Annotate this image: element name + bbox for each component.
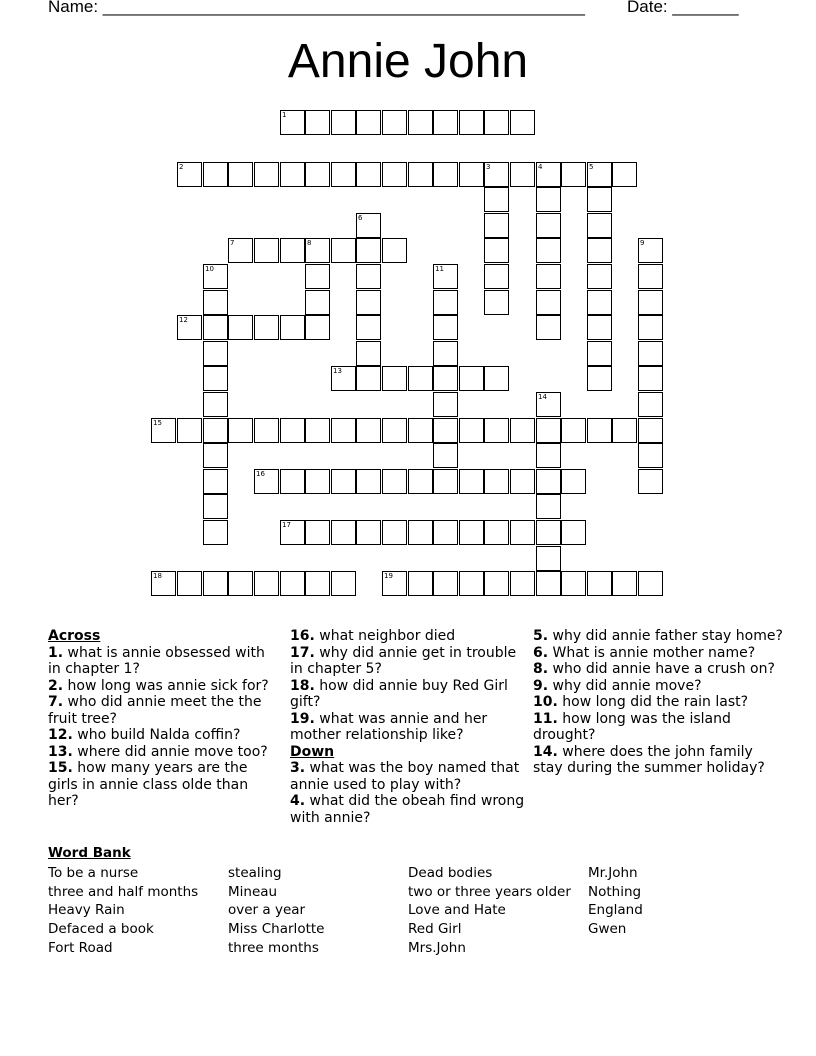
across-heading: Across — [48, 628, 101, 644]
grid-cell[interactable] — [433, 469, 458, 494]
grid-cell[interactable] — [510, 162, 535, 187]
word-bank-item: Red Girl — [408, 921, 462, 938]
date-field-label: Date: _______ — [627, 0, 739, 16]
grid-cell[interactable] — [203, 392, 228, 417]
grid-cell[interactable] — [331, 162, 356, 187]
clue-across-19: 19. what was annie and her mother relationship like? — [290, 710, 488, 743]
grid-cell[interactable] — [203, 520, 228, 545]
grid-cell[interactable] — [433, 315, 458, 340]
clue-across-13: 13. where did annie move too? — [48, 743, 268, 760]
clue-down-5: 5. why did annie father stay home? — [533, 628, 783, 644]
grid-cell[interactable] — [280, 162, 305, 187]
grid-cell-13[interactable] — [331, 366, 356, 391]
clue-column-1 — [48, 628, 280, 810]
grid-cell[interactable] — [356, 264, 381, 289]
grid-cell[interactable] — [587, 366, 612, 391]
grid-cell[interactable] — [536, 213, 561, 238]
grid-cell-7[interactable] — [228, 238, 253, 263]
clue-down-3: 3. what was the boy named that annie used to play with? — [290, 760, 520, 793]
word-bank-item: three and half months — [48, 883, 199, 900]
grid-cell[interactable] — [356, 520, 381, 545]
clue-across-2: 2. how long was annie sick for? — [48, 677, 269, 694]
grid-cell-8[interactable] — [305, 238, 330, 263]
clue-across-7: 7. who did annie meet the the fruit tree? — [48, 694, 262, 727]
grid-cell[interactable] — [280, 469, 305, 494]
grid-cell[interactable] — [331, 469, 356, 494]
grid-cell-5[interactable] — [587, 162, 612, 187]
clue-down-8: 8. who did annie have a crush on? — [533, 661, 775, 677]
word-bank-item: Defaced a book — [48, 921, 154, 938]
grid-cell[interactable] — [484, 469, 509, 494]
grid-cell[interactable] — [408, 469, 433, 494]
grid-cell[interactable] — [305, 110, 330, 135]
grid-cell[interactable] — [459, 571, 484, 596]
cell-number: 16 — [256, 470, 265, 478]
grid-cell[interactable] — [536, 418, 561, 443]
grid-cell-2[interactable] — [177, 162, 202, 187]
word-bank-item: two or three years older — [408, 883, 571, 900]
grid-cell[interactable] — [587, 187, 612, 212]
grid-cell[interactable] — [638, 443, 663, 468]
grid-cell[interactable] — [484, 110, 509, 135]
grid-cell[interactable] — [561, 571, 586, 596]
grid-cell-1[interactable] — [280, 110, 305, 135]
grid-cell[interactable] — [305, 418, 330, 443]
grid-cell[interactable] — [228, 162, 253, 187]
grid-cell[interactable] — [356, 366, 381, 391]
down-heading: Down — [290, 743, 335, 760]
grid-cell[interactable] — [536, 443, 561, 468]
clue-across-1: 1. what is annie obsessed with in chapter 1? — [48, 644, 265, 677]
grid-cell[interactable] — [382, 366, 407, 391]
grid-cell[interactable] — [612, 162, 637, 187]
grid-cell[interactable] — [561, 418, 586, 443]
grid-cell[interactable] — [587, 571, 612, 596]
grid-cell[interactable] — [536, 469, 561, 494]
grid-cell[interactable] — [408, 366, 433, 391]
grid-cell[interactable] — [408, 418, 433, 443]
grid-cell[interactable] — [536, 546, 561, 571]
clue-across-18: 18. how did annie buy Red Girl gift? — [290, 677, 508, 710]
cell-number: 13 — [333, 367, 342, 375]
clue-across-16: 16. what neighbor died — [290, 628, 456, 644]
grid-cell[interactable] — [510, 110, 535, 135]
cell-number: 7 — [230, 239, 235, 247]
grid-cell[interactable] — [536, 315, 561, 340]
grid-cell-15[interactable] — [151, 418, 176, 443]
cell-number: 19 — [384, 572, 393, 580]
grid-cell-4[interactable] — [536, 162, 561, 187]
grid-cell-16[interactable] — [254, 469, 279, 494]
grid-cell[interactable] — [638, 392, 663, 417]
grid-cell[interactable] — [331, 520, 356, 545]
grid-cell[interactable] — [484, 571, 509, 596]
word-bank-column-1 — [48, 864, 198, 958]
grid-cell-10[interactable] — [203, 264, 228, 289]
grid-cell[interactable] — [203, 494, 228, 519]
grid-cell[interactable] — [254, 571, 279, 596]
word-bank-item: stealing — [228, 865, 282, 881]
grid-cell[interactable] — [484, 213, 509, 238]
word-bank-item: To be a nurse — [48, 865, 139, 881]
grid-cell[interactable] — [638, 418, 663, 443]
grid-cell[interactable] — [638, 315, 663, 340]
grid-cell[interactable] — [382, 520, 407, 545]
grid-cell[interactable] — [382, 110, 407, 135]
grid-cell[interactable] — [177, 571, 202, 596]
grid-cell[interactable] — [587, 418, 612, 443]
grid-cell[interactable] — [484, 366, 509, 391]
grid-cell[interactable] — [484, 238, 509, 263]
word-bank-item: Fort Road — [48, 939, 113, 956]
grid-cell[interactable] — [203, 290, 228, 315]
grid-cell[interactable] — [459, 110, 484, 135]
grid-cell[interactable] — [638, 469, 663, 494]
word-bank-item: Miss Charlotte — [228, 921, 325, 938]
word-bank-item: Mr.John — [588, 865, 638, 881]
grid-cell[interactable] — [356, 238, 381, 263]
grid-cell[interactable] — [459, 366, 484, 391]
grid-cell[interactable] — [587, 290, 612, 315]
grid-cell[interactable] — [433, 392, 458, 417]
grid-cell[interactable] — [433, 571, 458, 596]
grid-cell-12[interactable] — [177, 315, 202, 340]
grid-cell[interactable] — [433, 418, 458, 443]
grid-cell[interactable] — [433, 520, 458, 545]
grid-cell[interactable] — [203, 366, 228, 391]
grid-cell[interactable] — [203, 418, 228, 443]
grid-cell[interactable] — [305, 571, 330, 596]
grid-cell[interactable] — [203, 571, 228, 596]
word-bank-item: Mineau — [228, 883, 278, 900]
grid-cell[interactable] — [254, 315, 279, 340]
grid-cell[interactable] — [587, 213, 612, 238]
word-bank-item: Dead bodies — [408, 865, 493, 881]
grid-cell[interactable] — [536, 290, 561, 315]
word-bank-column-2 — [228, 864, 324, 958]
grid-cell[interactable] — [356, 162, 381, 187]
grid-cell[interactable] — [638, 341, 663, 366]
grid-cell[interactable] — [587, 264, 612, 289]
cell-number: 6 — [358, 214, 363, 222]
grid-cell-6[interactable] — [356, 213, 381, 238]
word-bank-item: Gwen — [588, 921, 627, 938]
grid-cell[interactable] — [254, 162, 279, 187]
grid-cell-9[interactable] — [638, 238, 663, 263]
grid-cell[interactable] — [408, 110, 433, 135]
clue-down-11: 11. how long was the island drought? — [533, 710, 731, 743]
word-bank-item: over a year — [228, 902, 306, 919]
cell-number: 5 — [589, 163, 594, 171]
word-bank-item: Love and Hate — [408, 902, 506, 919]
grid-cell[interactable] — [459, 520, 484, 545]
grid-cell[interactable] — [228, 418, 253, 443]
clue-column-2 — [290, 628, 526, 826]
grid-cell[interactable] — [280, 418, 305, 443]
cell-number: 15 — [153, 419, 162, 427]
grid-cell[interactable] — [203, 443, 228, 468]
grid-cell[interactable] — [356, 418, 381, 443]
cell-number: 10 — [205, 265, 214, 273]
grid-cell[interactable] — [203, 341, 228, 366]
grid-cell[interactable] — [305, 469, 330, 494]
grid-cell[interactable] — [177, 418, 202, 443]
grid-cell[interactable] — [433, 162, 458, 187]
grid-cell-17[interactable] — [280, 520, 305, 545]
word-bank-column-3 — [408, 864, 571, 958]
grid-cell[interactable] — [254, 238, 279, 263]
clue-down-14: 14. where does the john family stay during the summer holiday? — [533, 743, 765, 776]
grid-cell[interactable] — [382, 238, 407, 263]
word-bank-item: Heavy Rain — [48, 902, 125, 919]
grid-cell[interactable] — [356, 341, 381, 366]
word-bank-column-4 — [588, 864, 643, 939]
cell-number: 17 — [282, 521, 291, 529]
clue-down-9: 9. why did annie move? — [533, 677, 702, 694]
grid-cell[interactable] — [228, 571, 253, 596]
grid-cell[interactable] — [305, 520, 330, 545]
grid-cell[interactable] — [280, 315, 305, 340]
grid-cell[interactable] — [561, 520, 586, 545]
word-bank-item: three months — [228, 939, 319, 956]
cell-number: 18 — [153, 572, 162, 580]
grid-cell-3[interactable] — [484, 162, 509, 187]
grid-cell[interactable] — [228, 315, 253, 340]
grid-cell[interactable] — [638, 290, 663, 315]
grid-cell[interactable] — [587, 238, 612, 263]
grid-cell[interactable] — [356, 290, 381, 315]
cell-number: 12 — [179, 316, 188, 324]
grid-cell[interactable] — [356, 469, 381, 494]
grid-cell[interactable] — [305, 315, 330, 340]
grid-cell[interactable] — [638, 366, 663, 391]
grid-cell[interactable] — [305, 162, 330, 187]
cell-number: 8 — [307, 239, 312, 247]
grid-cell[interactable] — [382, 418, 407, 443]
clue-across-17: 17. why did annie get in trouble in chapter 5? — [290, 644, 517, 677]
grid-cell[interactable] — [331, 110, 356, 135]
name-field-label: Name: ___________________________________________________ — [48, 0, 585, 16]
grid-cell[interactable] — [331, 238, 356, 263]
grid-cell[interactable] — [612, 418, 637, 443]
grid-cell[interactable] — [536, 187, 561, 212]
grid-cell[interactable] — [638, 264, 663, 289]
clue-down-10: 10. how long did the rain last? — [533, 694, 749, 710]
grid-cell[interactable] — [433, 366, 458, 391]
page-title: Annie John — [287, 35, 529, 88]
grid-cell[interactable] — [356, 315, 381, 340]
word-bank-item: England — [588, 902, 643, 919]
clue-down-6: 6. What is annie mother name? — [533, 644, 756, 661]
grid-cell[interactable] — [459, 162, 484, 187]
clue-across-12: 12. who build Nalda coffin? — [48, 727, 241, 743]
grid-cell[interactable] — [510, 469, 535, 494]
grid-cell[interactable] — [510, 520, 535, 545]
grid-cell[interactable] — [510, 418, 535, 443]
cell-number: 11 — [435, 265, 444, 273]
grid-cell[interactable] — [254, 418, 279, 443]
grid-cell[interactable] — [459, 469, 484, 494]
grid-cell[interactable] — [459, 418, 484, 443]
cell-number: 1 — [282, 111, 287, 119]
grid-cell[interactable] — [433, 290, 458, 315]
word-bank-heading: Word Bank — [48, 845, 131, 861]
clue-down-4: 4. what did the obeah find wrong with annie? — [290, 793, 525, 826]
grid-cell[interactable] — [203, 162, 228, 187]
cell-number: 14 — [538, 393, 547, 401]
grid-cell[interactable] — [484, 418, 509, 443]
grid-cell[interactable] — [408, 162, 433, 187]
grid-cell[interactable] — [408, 520, 433, 545]
grid-cell[interactable] — [382, 469, 407, 494]
grid-cell[interactable] — [382, 162, 407, 187]
grid-cell[interactable] — [484, 264, 509, 289]
grid-cell[interactable] — [280, 238, 305, 263]
grid-cell[interactable] — [536, 494, 561, 519]
grid-cell[interactable] — [433, 341, 458, 366]
grid-cell[interactable] — [408, 571, 433, 596]
grid-cell[interactable] — [536, 571, 561, 596]
grid-cell[interactable] — [587, 341, 612, 366]
grid-cell[interactable] — [305, 264, 330, 289]
grid-cell[interactable] — [331, 571, 356, 596]
grid-cell[interactable] — [561, 162, 586, 187]
grid-cell[interactable] — [587, 315, 612, 340]
grid-cell-11[interactable] — [433, 264, 458, 289]
clue-column-3 — [533, 628, 783, 777]
grid-cell[interactable] — [484, 520, 509, 545]
grid-cell[interactable] — [331, 418, 356, 443]
word-bank-item: Nothing — [588, 883, 642, 900]
grid-cell[interactable] — [536, 238, 561, 263]
cell-number: 2 — [179, 163, 184, 171]
grid-cell[interactable] — [305, 290, 330, 315]
grid-cell[interactable] — [561, 469, 586, 494]
grid-cell-19[interactable] — [382, 571, 407, 596]
grid-cell-14[interactable] — [536, 392, 561, 417]
grid-cell[interactable] — [536, 264, 561, 289]
grid-cell[interactable] — [356, 110, 381, 135]
cell-number: 3 — [486, 163, 491, 171]
grid-cell[interactable] — [510, 571, 535, 596]
grid-cell[interactable] — [203, 315, 228, 340]
grid-cell[interactable] — [484, 290, 509, 315]
cell-number: 9 — [640, 239, 645, 247]
grid-cell-18[interactable] — [151, 571, 176, 596]
grid-cell[interactable] — [536, 520, 561, 545]
grid-cell[interactable] — [612, 571, 637, 596]
grid-cell[interactable] — [433, 443, 458, 468]
grid-cell[interactable] — [433, 110, 458, 135]
grid-cell[interactable] — [484, 187, 509, 212]
grid-cell[interactable] — [280, 571, 305, 596]
grid-cell[interactable] — [203, 469, 228, 494]
grid-cell[interactable] — [638, 571, 663, 596]
cell-number: 4 — [538, 163, 543, 171]
clue-across-15: 15. how many years are the girls in annie class olde than her? — [48, 760, 249, 809]
word-bank-item: Mrs.John — [408, 939, 466, 956]
